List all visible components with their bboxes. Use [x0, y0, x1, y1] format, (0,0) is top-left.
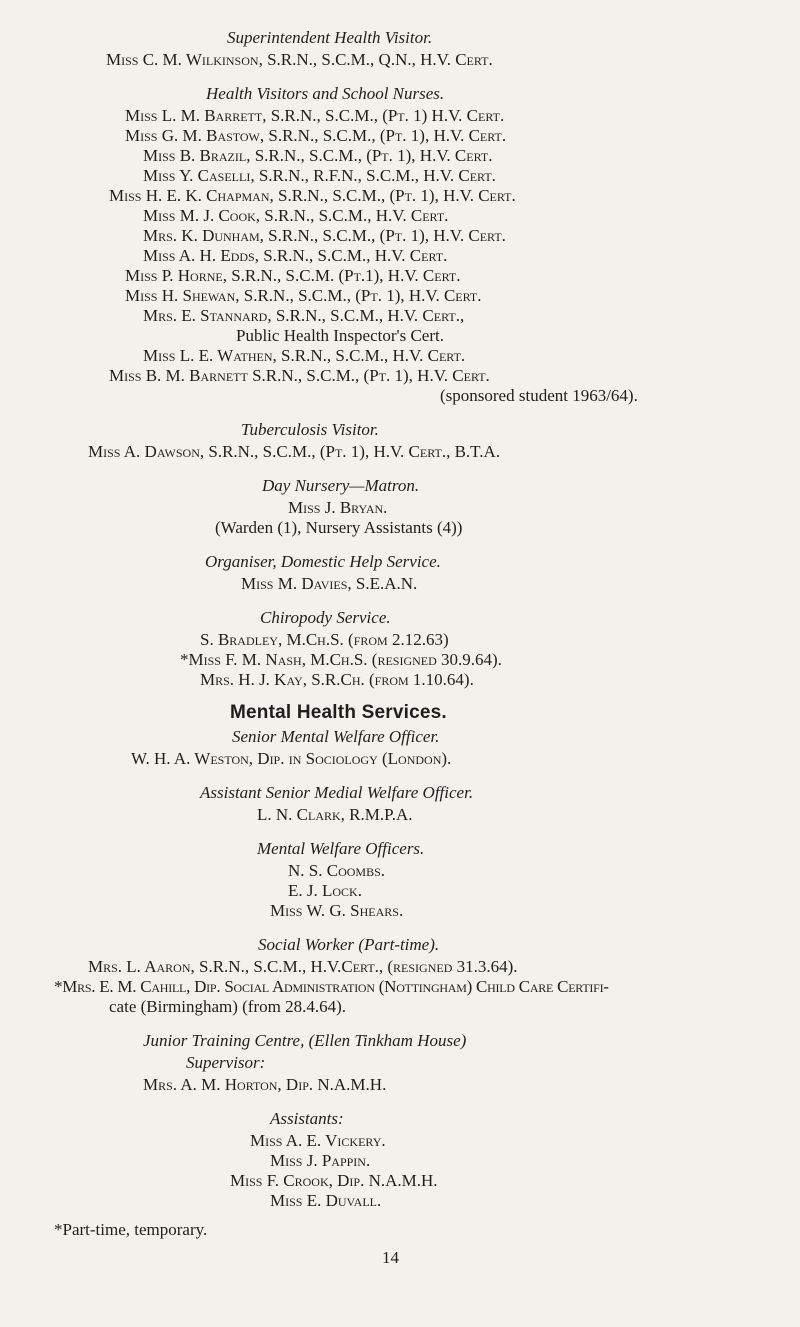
entry-barnett-note: (sponsored student 1963/64).: [440, 386, 638, 405]
entry-caselli: Miss Y. Caselli, S.R.N., R.F.N., S.C.M., H.V. Cert.: [143, 166, 496, 185]
heading-day-nursery: Day Nursery—Matron.: [262, 476, 420, 495]
heading-health-visitors: Health Visitors and School Nurses.: [206, 84, 445, 103]
entry-horne: Miss P. Horne, S.R.N., S.C.M. (Pt.1), H.V. Cert.: [125, 266, 461, 285]
entry-aaron: Mrs. L. Aaron, S.R.N., S.C.M., H.V.Cert., (resigned 31.3.64).: [88, 957, 518, 976]
entry-edds: Miss A. H. Edds, S.R.N., S.C.M., H.V. Cert.: [143, 246, 448, 265]
entry-duvall: Miss E. Duvall.: [270, 1191, 382, 1210]
entry-clark: L. N. Clark, R.M.P.A.: [257, 805, 413, 824]
heading-superintendent: Superintendent Health Visitor.: [227, 28, 433, 47]
heading-chiropody: Chiropody Service.: [260, 608, 391, 627]
heading-mwo: Mental Welfare Officers.: [257, 839, 425, 858]
heading-supervisor: Supervisor:: [186, 1053, 266, 1072]
entry-wilkinson: Miss C. M. Wilkinson, S.R.N., S.C.M., Q.N., H.V. Cert.: [106, 50, 493, 69]
entry-bradley: S. Bradley, M.Ch.S. (from 2.12.63): [200, 630, 449, 649]
heading-senior-mwo: Senior Mental Welfare Officer.: [232, 727, 440, 746]
section-title-mental-health: Mental Health Services.: [230, 702, 447, 723]
entry-brazil: Miss B. Brazil, S.R.N., S.C.M., (Pt. 1), H.V. Cert.: [143, 146, 493, 165]
entry-chapman: Miss H. E. K. Chapman, S.R.N., S.C.M., (Pt. 1), H.V. Cert.: [109, 186, 516, 205]
entry-bastow: Miss G. M. Bastow, S.R.N., S.C.M., (Pt. 1), H.V. Cert.: [125, 126, 507, 145]
entry-vickery: Miss A. E. Vickery.: [250, 1131, 386, 1150]
entry-stannard-cont: Public Health Inspector's Cert.: [236, 326, 444, 345]
entry-kay: Mrs. H. J. Kay, S.R.Ch. (from 1.10.64).: [200, 670, 474, 689]
entry-shewan: Miss H. Shewan, S.R.N., S.C.M., (Pt. 1), H.V. Cert.: [125, 286, 482, 305]
entry-shears: Miss W. G. Shears.: [270, 901, 404, 920]
entry-barnett: Miss B. M. Barnett S.R.N., S.C.M., (Pt. 1), H.V. Cert.: [109, 366, 490, 385]
heading-domestic-help: Organiser, Domestic Help Service.: [205, 552, 441, 571]
entry-wathen: Miss L. E. Wathen, S.R.N., S.C.M., H.V. Cert.: [143, 346, 466, 365]
heading-tuberculosis: Tuberculosis Visitor.: [241, 420, 379, 439]
entry-crook: Miss F. Crook, Dip. N.A.M.H.: [230, 1171, 438, 1190]
heading-junior-training: Junior Training Centre, (Ellen Tinkham House): [143, 1031, 467, 1050]
entry-cahill-cont: cate (Birmingham) (from 28.4.64).: [109, 997, 346, 1016]
entry-coombs: N. S. Coombs.: [288, 861, 385, 880]
entry-cook: Miss M. J. Cook, S.R.N., S.C.M., H.V. Cert.: [143, 206, 449, 225]
entry-stannard: Mrs. E. Stannard, S.R.N., S.C.M., H.V. Cert.,: [143, 306, 465, 325]
entry-nursery-staff: (Warden (1), Nursery Assistants (4)): [215, 518, 463, 537]
footnote-part-time: *Part-time, temporary.: [54, 1220, 208, 1239]
entry-nash: *Miss F. M. Nash, M.Ch.S. (resigned 30.9.64).: [180, 650, 502, 669]
entry-barrett: Miss L. M. Barrett, S.R.N., S.C.M., (Pt. 1) H.V. Cert.: [125, 106, 505, 125]
heading-social-worker: Social Worker (Part-time).: [258, 935, 440, 954]
entry-weston: W. H. A. Weston, Dip. in Sociology (London).: [131, 749, 452, 768]
page-number: 14: [382, 1248, 399, 1267]
entry-lock: E. J. Lock.: [288, 881, 362, 900]
entry-horton: Mrs. A. M. Horton, Dip. N.A.M.H.: [143, 1075, 387, 1094]
entry-cahill: *Mrs. E. M. Cahill, Dip. Social Administration (Nottingham) Child Care Certifi-: [54, 977, 609, 996]
heading-assistants: Assistants:: [270, 1109, 344, 1128]
entry-dawson: Miss A. Dawson, S.R.N., S.C.M., (Pt. 1), H.V. Cert., B.T.A.: [88, 442, 501, 461]
entry-bryan: Miss J. Bryan.: [288, 498, 388, 517]
entry-davies: Miss M. Davies, S.E.A.N.: [241, 574, 418, 593]
entry-dunham: Mrs. K. Dunham, S.R.N., S.C.M., (Pt. 1), H.V. Cert.: [143, 226, 506, 245]
entry-pappin: Miss J. Pappin.: [270, 1151, 371, 1170]
heading-assistant-senior: Assistant Senior Medial Welfare Officer.: [200, 783, 474, 802]
